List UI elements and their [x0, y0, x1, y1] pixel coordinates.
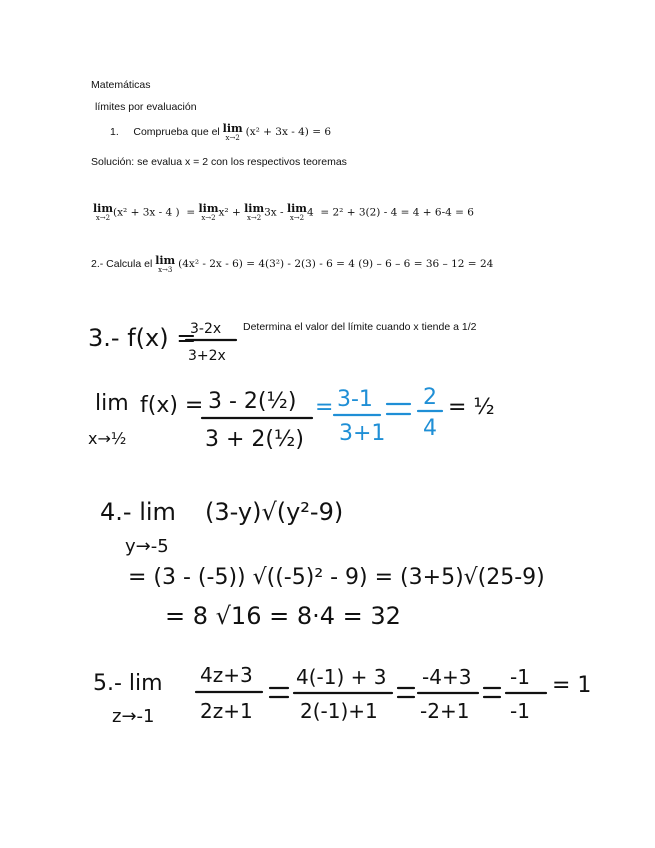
p3-denominator-2: 3 + 2(½) — [205, 427, 304, 452]
p5-denominator-2: 2(-1)+1 — [300, 699, 378, 723]
limit-operator: lim x→2 — [286, 202, 307, 222]
p3-equals-a: = — [315, 395, 334, 420]
problem-1-prompt: Comprueba que el — [133, 126, 220, 139]
document-subject: Matemáticas — [91, 79, 151, 91]
p4-expression: (3-y)√(y²-9) — [205, 498, 344, 526]
problem-3-instruction: Determina el valor del límite cuando x tiende a 1/2 — [243, 321, 477, 333]
limit-operator: lim x→2 — [222, 122, 243, 142]
p3-b-numerator: 3-1 — [337, 387, 373, 412]
p5-label: 5.- lim — [93, 671, 163, 696]
p3-lim-sub: x→½ — [88, 429, 127, 448]
problem-1-number: 1. — [110, 126, 119, 139]
p3-fx: f(x) = — [140, 393, 204, 418]
p3-result: = ½ — [448, 395, 495, 420]
p4-label: 4.- lim — [100, 498, 176, 526]
p5-equals-2 — [398, 688, 414, 697]
p3-c-denominator: 4 — [423, 416, 437, 441]
problem-2-prompt: 2.- Calcula el — [91, 258, 153, 271]
p3-lim: lim — [95, 391, 129, 416]
p4-line-3: = 8 √16 = 8·4 = 32 — [165, 602, 401, 630]
p5-equals-1 — [270, 688, 288, 697]
p5-result: = 1 — [552, 673, 592, 698]
p5-numerator-4: -1 — [510, 665, 530, 689]
problem-2-expression: (4x² - 2x - 6) = 4(3²) - 2(3) - 6 = 4 (9) – 6 – 6 = 36 – 12 = 24 — [178, 258, 494, 271]
p5-denominator: 2z+1 — [200, 699, 253, 723]
solution-equation: lim x→2 (x² + 3x - 4 ) = lim x→2 x² + lim x→2 3x - lim x→2 4 = 2² + 3(2) - 4 = 4 + 6-4 = 6 — [93, 202, 474, 222]
p5-equals-3 — [484, 688, 500, 697]
p3-b-denominator: 3+1 — [339, 421, 386, 446]
limit-operator: lim x→2 — [93, 202, 113, 222]
p3-label: 3.- f(x) = — [88, 324, 197, 352]
p3-numerator: 3-2x — [190, 321, 222, 337]
p3-equals-b — [387, 404, 410, 414]
problem-1-expression: (x² + 3x - 4) = 6 — [245, 126, 332, 139]
p4-lim-sub: y→-5 — [125, 536, 169, 557]
document-topic: límites por evaluación — [95, 101, 197, 113]
limit-operator: lim x→3 — [155, 254, 176, 274]
p5-lim-sub: z→-1 — [112, 706, 155, 727]
limit-operator: lim x→2 — [198, 202, 219, 222]
p4-line-2: = (3 - (-5)) √((-5)² - 9) = (3+5)√(25-9) — [128, 565, 545, 590]
p3-denominator: 3+2x — [188, 348, 226, 364]
p5-numerator: 4z+3 — [200, 663, 253, 687]
p5-denominator-3: -2+1 — [420, 699, 470, 723]
p3-c-numerator: 2 — [423, 385, 437, 410]
p5-denominator-4: -1 — [510, 699, 530, 723]
p5-numerator-2: 4(-1) + 3 — [296, 665, 387, 689]
p3-numerator-2: 3 - 2(½) — [208, 389, 297, 414]
solution-text: Solución: se evalua x = 2 con los respectivos teoremas — [91, 156, 347, 168]
limit-operator: lim x→2 — [244, 202, 265, 222]
p5-numerator-3: -4+3 — [422, 665, 472, 689]
